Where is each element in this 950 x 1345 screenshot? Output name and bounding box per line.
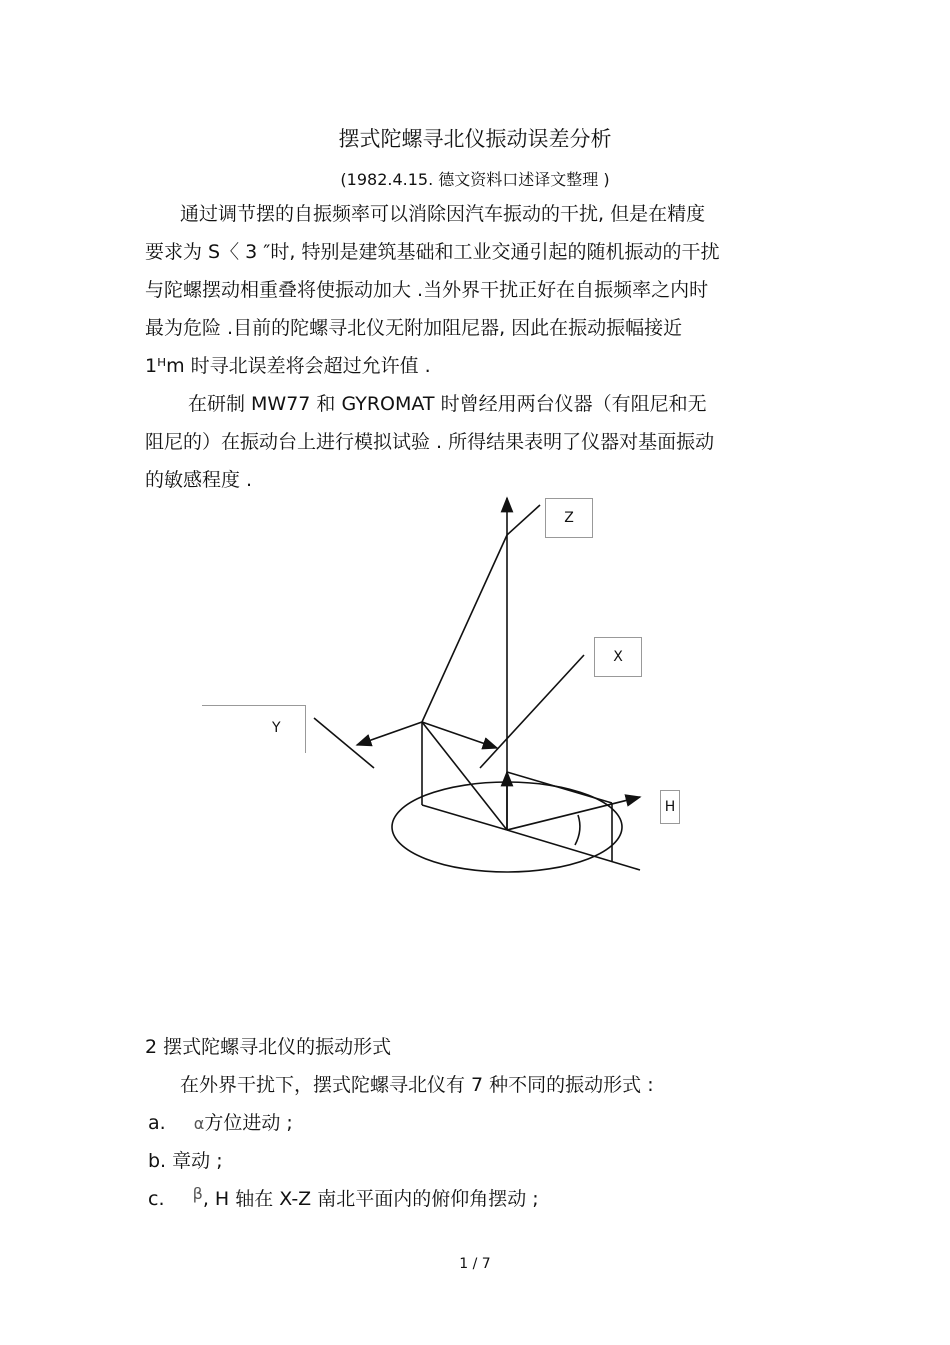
para1-line1: 通过调节摆的自振频率可以消除因汽车振动的干扰, 但是在精度 <box>180 203 706 225</box>
pendulum-line-long <box>422 535 507 722</box>
h-upper-line <box>507 772 612 803</box>
list-text-b: 章动 ; <box>172 1150 223 1172</box>
para2-line3: 的敏感程度 . <box>145 469 253 491</box>
h-axis-arrow <box>507 797 640 830</box>
list-item-a <box>148 1111 293 1136</box>
list-item-b <box>148 1149 223 1173</box>
para1-line4: 最为危险 .目前的陀螺寻北仪无附加阻尼器, 因此在振动振幅接近 <box>145 317 683 339</box>
list-text-a: 方位进动 ; <box>204 1112 293 1134</box>
para1-line5: 1ᴴm 时寻北误差将会超过允许值 . <box>145 355 431 377</box>
list-marker-b: b. <box>148 1150 167 1172</box>
subtitle: (1982.4.15. 德文资料口述译文整理 ) <box>340 170 610 189</box>
x-label-box <box>594 637 642 677</box>
z-label-box <box>545 498 593 538</box>
x-label: X <box>613 649 623 665</box>
list-text-c: , H 轴在 X-Z 南北平面内的俯仰角摆动 ; <box>202 1188 539 1210</box>
list-marker-c: c. <box>148 1188 165 1210</box>
page-number: 1 / 7 <box>459 1256 491 1272</box>
list-marker-a: a. <box>148 1112 166 1134</box>
para2-line1: 在研制 MW77 和 GYROMAT 时曾经用两台仪器（有阻尼和无 <box>188 393 707 415</box>
y-label: Y <box>272 720 281 736</box>
y-arrow-left <box>357 722 422 745</box>
h-label-box <box>660 790 680 824</box>
para1-line2: 要求为 S〈 3 ″时, 特别是建筑基础和工业交通引起的随机振动的干扰 <box>145 241 720 263</box>
z-label: Z <box>564 510 574 526</box>
para1-line3: 与陀螺摆动相重叠将使振动加大 .当外界干扰正好在自振频率之内时 <box>145 279 709 301</box>
pendulum-line-upper <box>507 505 540 535</box>
beta-symbol: β <box>192 1184 203 1203</box>
frame-diagonal <box>422 722 507 830</box>
base-line-left <box>422 805 507 830</box>
alpha-symbol: α <box>193 1114 205 1133</box>
y-arrow-right <box>422 722 497 748</box>
page-title: 摆式陀螺寻北仪振动误差分析 <box>338 127 612 151</box>
section2-intro: 在外界干扰下，摆式陀螺寻北仪有 7 种不同的振动形式 : <box>180 1074 654 1096</box>
y-label-box <box>202 705 306 753</box>
list-item-c <box>148 1184 539 1212</box>
section2-heading: 2 摆式陀螺寻北仪的振动形式 <box>145 1036 392 1058</box>
x-axis-line <box>480 655 584 768</box>
angle-arc <box>575 815 580 845</box>
h-label: H <box>664 799 676 815</box>
para2-line2: 阻尼的）在振动台上进行模拟试验 . 所得结果表明了仪器对基面振动 <box>145 431 715 453</box>
